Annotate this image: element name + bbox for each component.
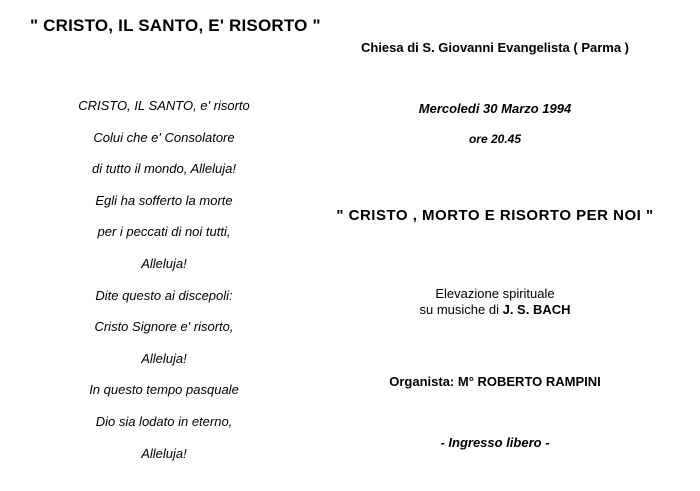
poem-line: per i peccati di noi tutti, bbox=[97, 224, 231, 240]
program-description bbox=[300, 286, 690, 318]
composer-line bbox=[300, 302, 690, 318]
poem bbox=[64, 97, 264, 476]
poem-line: Alleluja! bbox=[141, 445, 187, 461]
poem-line: Dite questo ai discepoli: bbox=[95, 287, 233, 303]
church-name: Chiesa di S. Giovanni Evangelista ( Parma ) bbox=[360, 40, 630, 55]
concert-title: " CRISTO , MORTO E RISORTO PER NOI " bbox=[336, 207, 654, 224]
composer-prefix: su musiche di bbox=[419, 302, 503, 317]
poem-line: Alleluja! bbox=[141, 255, 187, 271]
composer-name: J. S. BACH bbox=[502, 302, 571, 317]
poem-line: Alleluja! bbox=[141, 350, 187, 366]
elevation-line: Elevazione spirituale bbox=[435, 286, 555, 301]
poem-line: Colui che e' Consolatore bbox=[93, 129, 235, 145]
page-title: " CRISTO, IL SANTO, E' RISORTO " bbox=[30, 16, 321, 35]
poem-line: di tutto il mondo, Alleluja! bbox=[91, 161, 237, 177]
poem-line: Egli ha sofferto la morte bbox=[95, 192, 233, 208]
poem-line: CRISTO, IL SANTO, e' risorto bbox=[78, 98, 250, 113]
poem-line: In questo tempo pasquale bbox=[89, 382, 239, 398]
poem-line: Cristo Signore e' risorto, bbox=[94, 319, 234, 335]
poem-line: Dio sia lodato in eterno, bbox=[95, 413, 233, 429]
entrance-note: - Ingresso libero - bbox=[440, 435, 550, 450]
event-time: ore 20.45 bbox=[468, 132, 522, 146]
event-date: Mercoledi 30 Marzo 1994 bbox=[418, 101, 572, 116]
organist: Organista: M° ROBERTO RAMPINI bbox=[389, 374, 601, 389]
